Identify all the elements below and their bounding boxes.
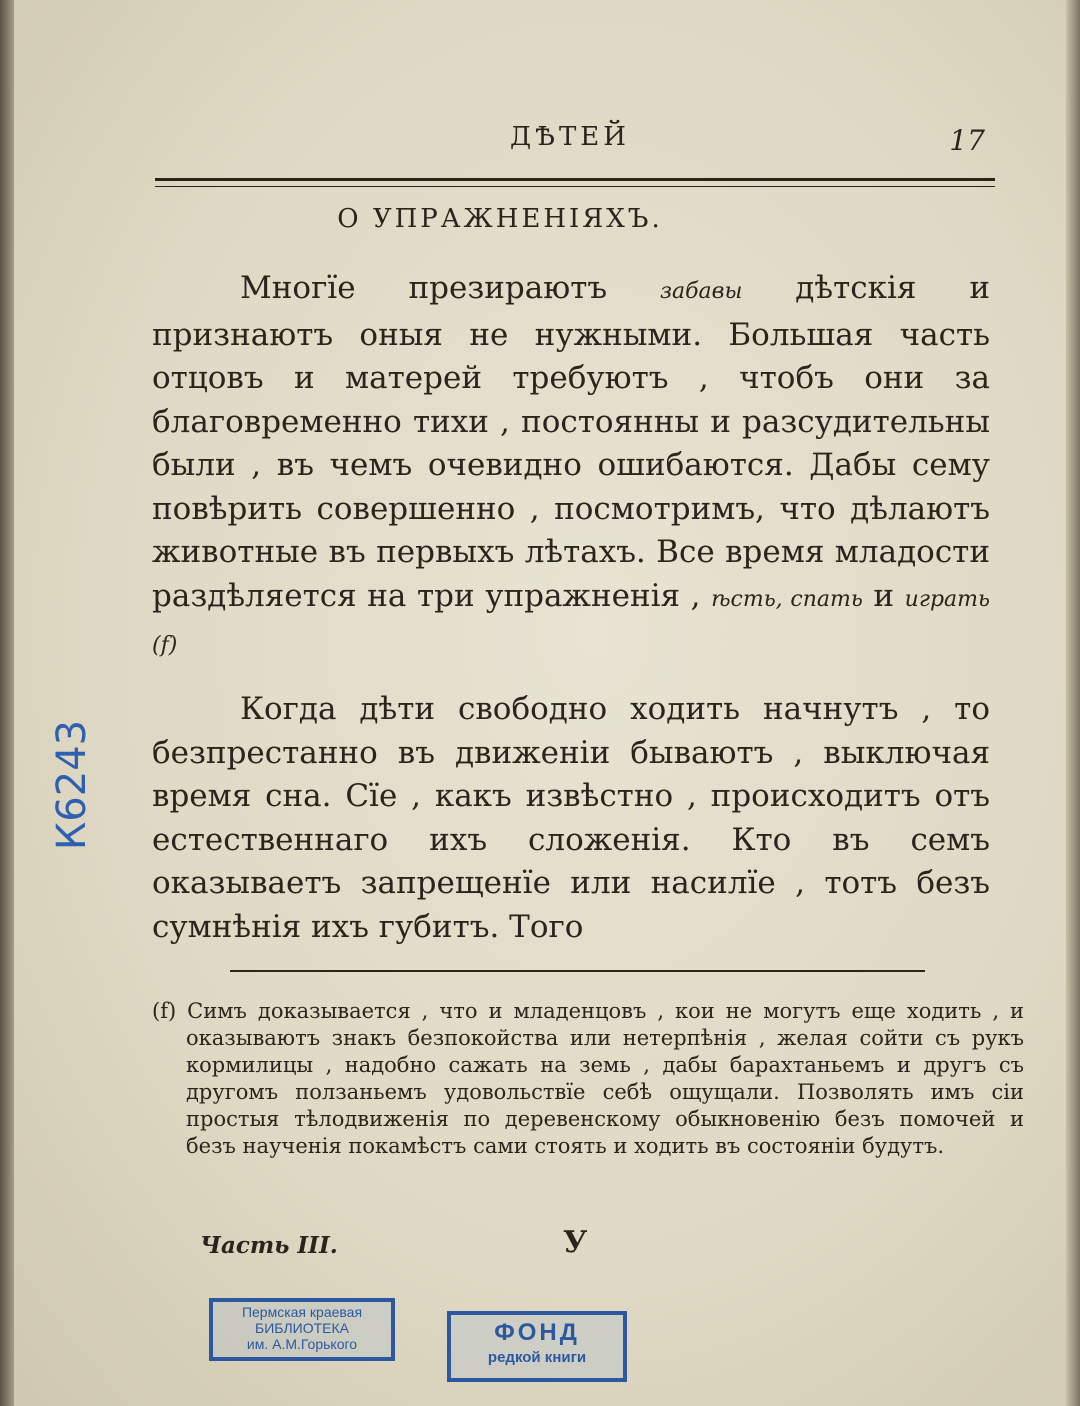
paragraph-1-text-a: Многїе презираютъ xyxy=(240,270,660,306)
book-spine xyxy=(0,0,14,1406)
rare-books-stamp-line-2: редкой книги xyxy=(487,1349,587,1366)
gathering-letter: У xyxy=(563,1225,588,1260)
library-stamp-line-3: им. А.М.Горького xyxy=(246,1336,358,1352)
rare-books-stamp-line-1: ФОНД xyxy=(494,1319,580,1346)
header-rule xyxy=(155,178,995,187)
footnote: (f) Симъ доказывается , что и младенцовъ , кои не могутъ еще ходить , и оказываютъ знакъ безпокойства или нетерпѣнія , желая сойти съ рукъ кормилицы , надобно сажать на земь , дабы барахтаньемъ и другъ съ другомъ ползаньемъ удовольствїе себѣ ощущали. Позволять имъ сіи простыя тѣлодвиженія по деревенскому обыкновенію безъ помочей и безъ наученія покамѣстъ сами стоять и ходить въ состояніи будутъ. xyxy=(152,999,1024,1158)
paragraph-1-italic-a: забавы xyxy=(660,279,743,304)
library-stamp-line-1: Пермская краевая xyxy=(241,1304,363,1320)
paragraph-1-italic-b: ѣсть, спать xyxy=(711,586,863,612)
paragraph-1 xyxy=(152,267,990,668)
running-title: ДѢТЕЙ xyxy=(510,122,630,152)
signature-mark: Часть III. xyxy=(200,1232,338,1259)
paragraph-1-text-c: и xyxy=(862,577,905,614)
paragraph-1-italic-c: играть xyxy=(904,586,990,612)
library-stamp-line-2: БИБЛИОТЕКА xyxy=(255,1320,349,1336)
paragraph-1-text-b: дѣтскія и признаютъ оныя не нужными. Большая часть отцовъ и матерей требуютъ , чтобъ они за благовременно тихи , постоянны и разсудительны были , въ чемъ очевидно ошибаются. Дабы сему повѣрить совершенно , посмотримъ, что дѣлаютъ животные въ первыхъ лѣтахъ. Все время младости раздѣляется на три упражненія , xyxy=(152,270,991,614)
paragraph-1-text-d: (f) xyxy=(152,633,178,658)
page-number: 17 xyxy=(949,124,985,157)
paragraph-2: Когда дѣти свободно ходить начнутъ , то безпрестанно въ движеніи бываютъ , выключая время сна. Сїе , какъ извѣстно , происходитъ отъ естественнаго ихъ сложенія. Кто въ семъ оказываетъ запрещенїе или насилїе , тотъ безъ сумнѣнія ихъ губитъ. Того xyxy=(152,691,990,945)
footnote-rule xyxy=(230,970,925,972)
page-edge xyxy=(1066,0,1080,1406)
shelfmark-handwritten: К6243 xyxy=(49,719,95,851)
rare-books-stamp xyxy=(447,1311,627,1382)
running-header xyxy=(150,112,995,162)
section-title: О УПРАЖНЕНІЯХЪ. xyxy=(337,204,663,234)
library-stamp xyxy=(209,1298,395,1361)
